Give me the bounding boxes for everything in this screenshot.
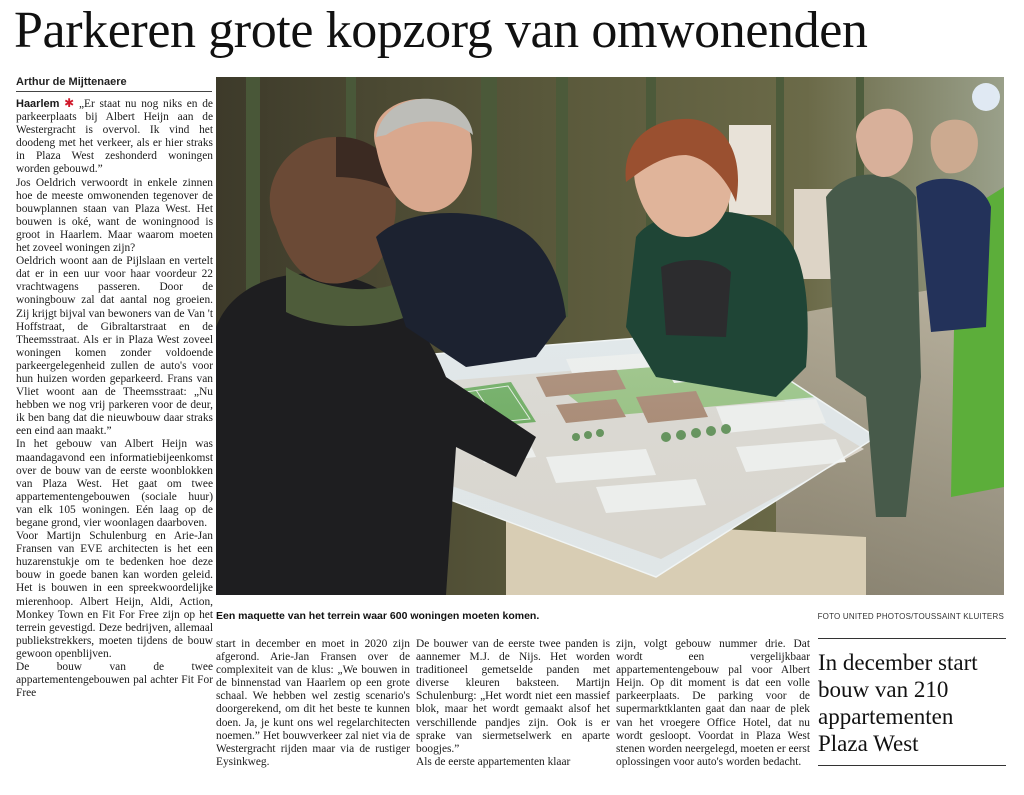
paragraph: De bouwer van de eerste twee panden is aannemer M.J. de Nijs. Het worden traditioneel gemetselde panden met diverse kleuren baksteen. Martijn Schulenburg: „Het wordt niet een massief blok, maar het wordt gemaakt alsof het verschillende pandjes zijn. Ook is er sprake van siermetselwerk en aparte boogjes.” (416, 638, 610, 755)
paragraph: start in december en moet in 2020 zijn afgerond. Arie-Jan Fransen over de complexiteit van de klus: „We bouwen in de binnenstad van Haarlem op een grote schaal. We hebben wel zestig scenario's doorgerekend, om dit het beste te kunnen doen. Ja, je kunt ons wel regelarchitecten noemen.” Het bouwverkeer zal niet via de Westergracht rijden maar via de rustiger Eysinkweg. (216, 638, 410, 768)
star-icon: ✱ (64, 97, 75, 110)
paragraph: Voor Martijn Schulenburg en Arie-Jan Fransen van EVE architecten is het een huzarenstukje om te bedenken hoe deze bouw in goede banen kan worden geleid. Het is bouwen in een spreekwoordelijke mierenhoop. Albert Heijn, Aldi, Action, Monkey Town en Fit For Free zijn op het terrein gevestigd. Deze bedrijven, allemaal publiekstrekkers, moeten tijdens de bouw gewoon openblijven. (16, 530, 213, 660)
paragraph: In het gebouw van Albert Heijn was maandagavond een informatiebijeenkomst over de bouw van de eerste woonblokken van Plaza West. Het gaat om twee appartementengebouwen (sociale huur) van elk 105 woningen. Eén laag op de begane grond, vier woonlagen daarboven. (16, 438, 213, 529)
article-column-4 (616, 638, 810, 793)
paragraph: zijn, volgt gebouw nummer drie. Dat wordt een vergelijkbaar appartementengebouw pal voor Albert Heijn. Op dit moment is dat een volle parkeerplaats. De parking voor de supermarktklanten gaat dan naar de plek van het vroegere Office Hotel, dat nu wordt gesloopt. Voordat in Plaza West stenen worden neergelegd, moeten er eerst oplossingen voor auto's worden bedacht. (616, 638, 810, 768)
paragraph: De bouw van de twee appartementengebouwen pal achter Fit For Free (16, 661, 213, 700)
dateline: Haarlem (16, 98, 60, 110)
photo-credit: FOTO UNITED PHOTOS/TOUSSAINT KLUITERS (817, 612, 1004, 621)
article-column-3 (416, 638, 610, 793)
headline: Parkeren grote kopzorg van omwonenden (14, 2, 868, 59)
photo-caption: Een maquette van het terrein waar 600 woningen moeten komen. (216, 610, 540, 622)
pull-quote: In december start bouw van 210 appartementen Plaza West (818, 638, 1006, 766)
article-column-1 (16, 97, 213, 795)
article-column-2 (216, 638, 410, 793)
paragraph: Als de eerste appartementen klaar (416, 755, 571, 768)
byline: Arthur de Mijttenaere (16, 76, 212, 92)
paragraph: Jos Oeldrich verwoordt in enkele zinnen hoe de meeste omwonenden tegenover de bouwplannen staan van Plaza West. Het bouwen is oké, want de woningnood is groot in Haarlem. Maar waarom moeten het zoveel woningen zijn? (16, 176, 213, 255)
photo-illustration (216, 77, 1004, 595)
lead-text: „Er staat nu nog niks en de parkeerplaats bij Albert Heijn aan de Westergracht is overvol. Ik vind het doodeng met het verkeer, als er hier straks in Plaza West zeshonderd woningen worden gebouwd.” (16, 98, 213, 176)
lead-paragraph (16, 97, 213, 177)
paragraph: Oeldrich woont aan de Pijlslaan en vertelt dat er in een uur voor haar voordeur 22 vrachtwagens passeren. Door de woningbouw zal dat aantal nog groeien. Zij krijgt bijval van bewoners van de Van 't Hoffstraat, de Gibraltarstraat en de Theemsstraat. Als er in Plaza West zoveel woningen komen zonder voldoende parkeergelegenheid zullen de auto's voor hun huizen worden geparkeerd. Frans van Vliet woont aan de Theemsstraat: „Nu hebben we nog vrij parkeren voor de deur, ik ben bang dat die nieuwbouw daar straks een eind aan maakt.” (16, 255, 213, 438)
news-photo (216, 77, 1004, 595)
